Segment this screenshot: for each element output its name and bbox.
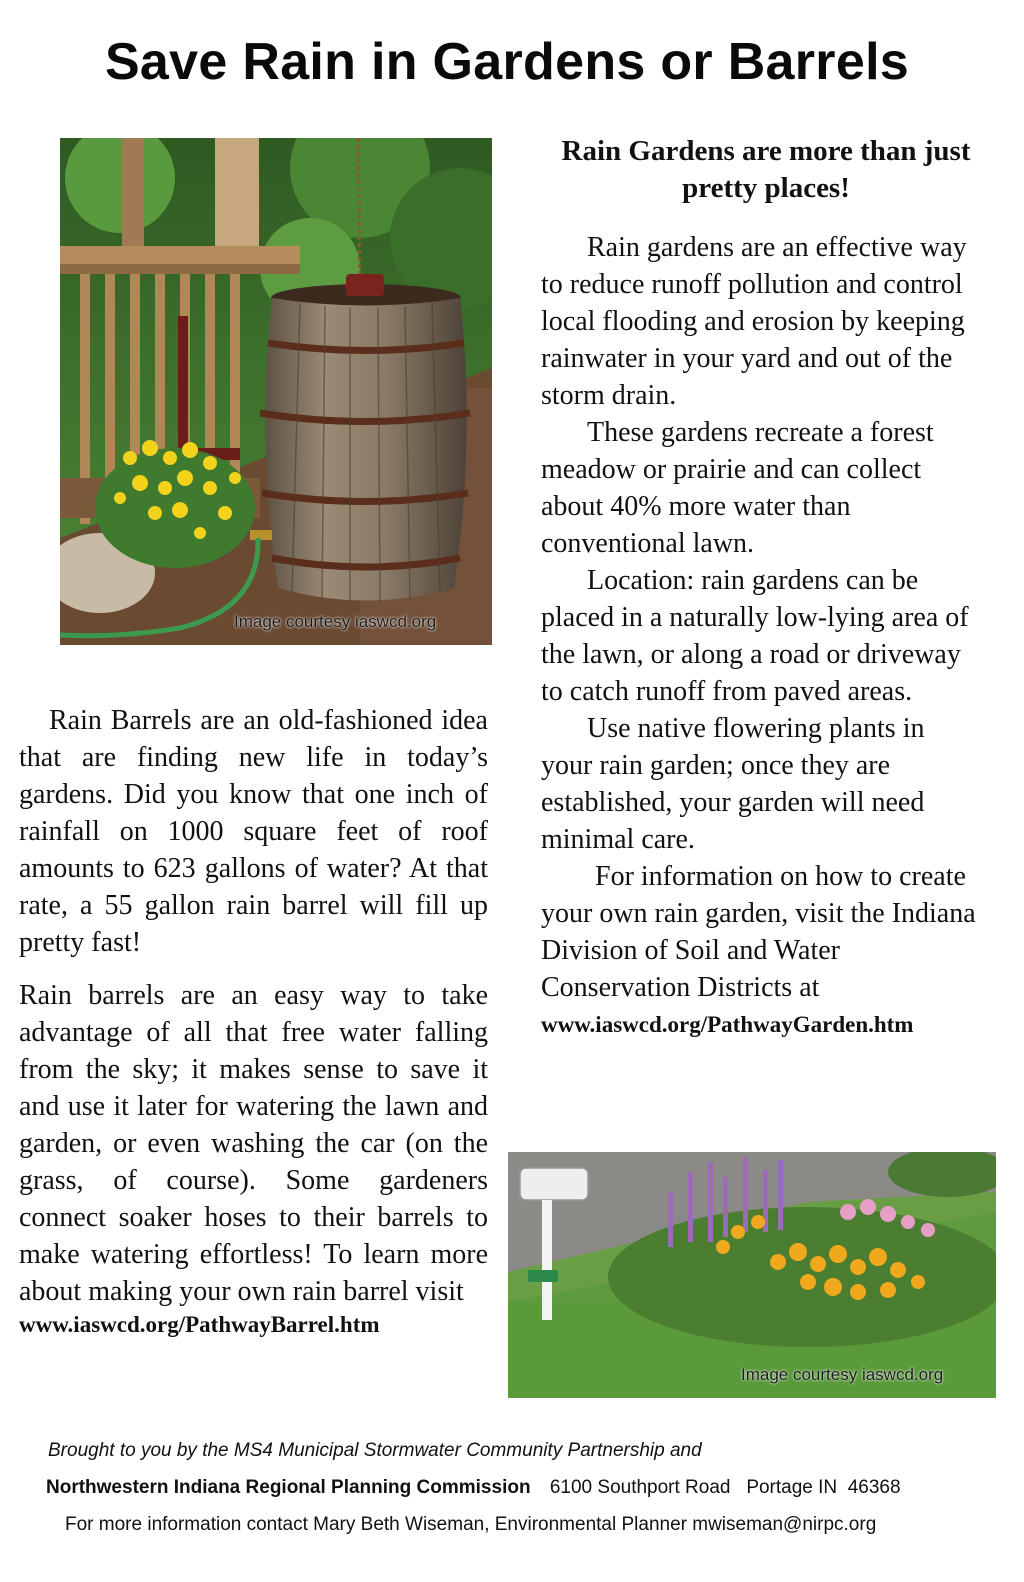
rain-barrels-paragraph-2 bbox=[19, 977, 488, 1340]
page-title: Save Rain in Gardens or Barrels bbox=[104, 33, 910, 91]
garden-photo-caption: Image courtesy iaswcd.org bbox=[741, 1365, 944, 1384]
footer-organization bbox=[46, 1477, 901, 1499]
rain-garden-photo bbox=[508, 1152, 996, 1398]
rain-gardens-paragraph-3: Location: rain gardens can be placed in a naturally low-lying area of the lawn, or along a road or driveway to catch runoff from paved areas. bbox=[541, 565, 969, 707]
rain-gardens-paragraph-1: Rain gardens are an effective way to reduce runoff pollution and control local flooding and erosion by keeping rainwater in your yard and out of the storm drain. bbox=[541, 232, 967, 411]
rain-gardens-heading: Rain Gardens are more than just pretty places! bbox=[561, 135, 971, 204]
barrel-photo-caption: Image courtesy iaswcd.org bbox=[234, 612, 437, 631]
rain-garden-link[interactable]: www.iaswcd.org/PathwayGarden.htm bbox=[541, 1012, 914, 1037]
footer-address: 6100 Southport Road Portage IN 46368 bbox=[549, 1477, 901, 1498]
rain-barrel-link[interactable]: www.iaswcd.org/PathwayBarrel.htm bbox=[19, 1312, 380, 1337]
rain-gardens-paragraph-5: For information on how to create your own rain garden, visit the Indiana Division of Soil and Water Conservation Districts at bbox=[541, 861, 976, 1003]
rain-barrels-section bbox=[19, 702, 488, 1340]
rain-gardens-paragraph-4: Use native flowering plants in your rain garden; once they are established, your garden will need minimal care. bbox=[541, 713, 925, 855]
rain-barrels-paragraph-2-text: Rain barrels are an easy way to take advantage of all that free water falling from the sky; it makes sense to save it and use it later for watering the lawn and garden, or even washing the car (on the grass, of course). Some gardeners connect soaker hoses to their barrels to make watering effortless! To learn more about making your own rain barrel visit bbox=[19, 980, 488, 1307]
rain-barrel-photo bbox=[60, 138, 492, 645]
footer-org-name: Northwestern Indiana Regional Planning Commission bbox=[46, 1477, 531, 1498]
rain-barrels-paragraph-1: Rain Barrels are an old-fashioned idea that are finding new life in today’s gardens. Did you know that one inch of rainfall on 1000 square feet of roof amounts to 623 gallons of water? At that rate, a 55 gallon rain barrel will fill up pretty fast! bbox=[19, 705, 488, 958]
footer-contact: For more information contact Mary Beth Wiseman, Environmental Planner mwiseman@nirpc.org bbox=[65, 1514, 877, 1535]
footer-credit: Brought to you by the MS4 Municipal Stormwater Community Partnership and bbox=[48, 1440, 702, 1461]
rain-gardens-paragraph-2: These gardens recreate a forest meadow or prairie and can collect about 40% more water than conventional lawn. bbox=[541, 417, 934, 559]
rain-gardens-section bbox=[541, 133, 981, 1040]
